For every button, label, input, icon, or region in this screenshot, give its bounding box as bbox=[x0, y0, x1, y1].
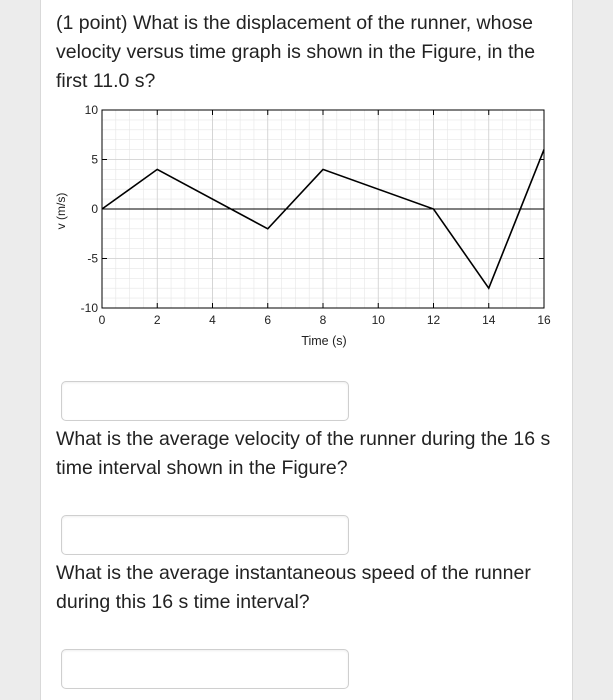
answer-input-1[interactable] bbox=[61, 381, 349, 421]
y-tick-label: -5 bbox=[87, 251, 98, 266]
x-tick-label: 10 bbox=[371, 313, 385, 327]
x-tick-label: 2 bbox=[153, 313, 161, 327]
y-tick-label: -10 bbox=[80, 301, 98, 315]
question-1-text: (1 point) What is the displacement of the runner, whose velocity versus time graph is shown in the Figure, in the first 11.0 s? bbox=[56, 12, 536, 92]
x-tick-label: 6 bbox=[264, 313, 272, 327]
x-tick-label: 12 bbox=[426, 313, 441, 327]
x-tick-label: 8 bbox=[319, 313, 327, 327]
question-card bbox=[40, 0, 573, 700]
answer-input-2[interactable] bbox=[61, 515, 349, 555]
question-2-text: What is the average velocity of the runner during the 16 s time interval shown in the Figure? bbox=[56, 428, 551, 479]
y-axis-label: v (m/s) bbox=[54, 192, 68, 230]
question-3-text: What is the average instantaneous speed of the runner during this 16 s time interval? bbox=[56, 562, 531, 613]
x-tick-label: 4 bbox=[209, 313, 216, 327]
velocity-time-chart bbox=[54, 100, 579, 355]
answer-input-3[interactable] bbox=[61, 649, 349, 689]
y-tick-label: 5 bbox=[91, 152, 98, 167]
y-tick-label: 10 bbox=[84, 103, 98, 117]
chart-tick-labels bbox=[81, 103, 551, 327]
x-axis-label: Time (s) bbox=[301, 334, 347, 348]
y-tick-label: 0 bbox=[91, 202, 98, 216]
x-tick-label: 16 bbox=[537, 313, 551, 327]
x-tick-label: 0 bbox=[98, 313, 106, 327]
x-tick-label: 14 bbox=[482, 313, 496, 327]
